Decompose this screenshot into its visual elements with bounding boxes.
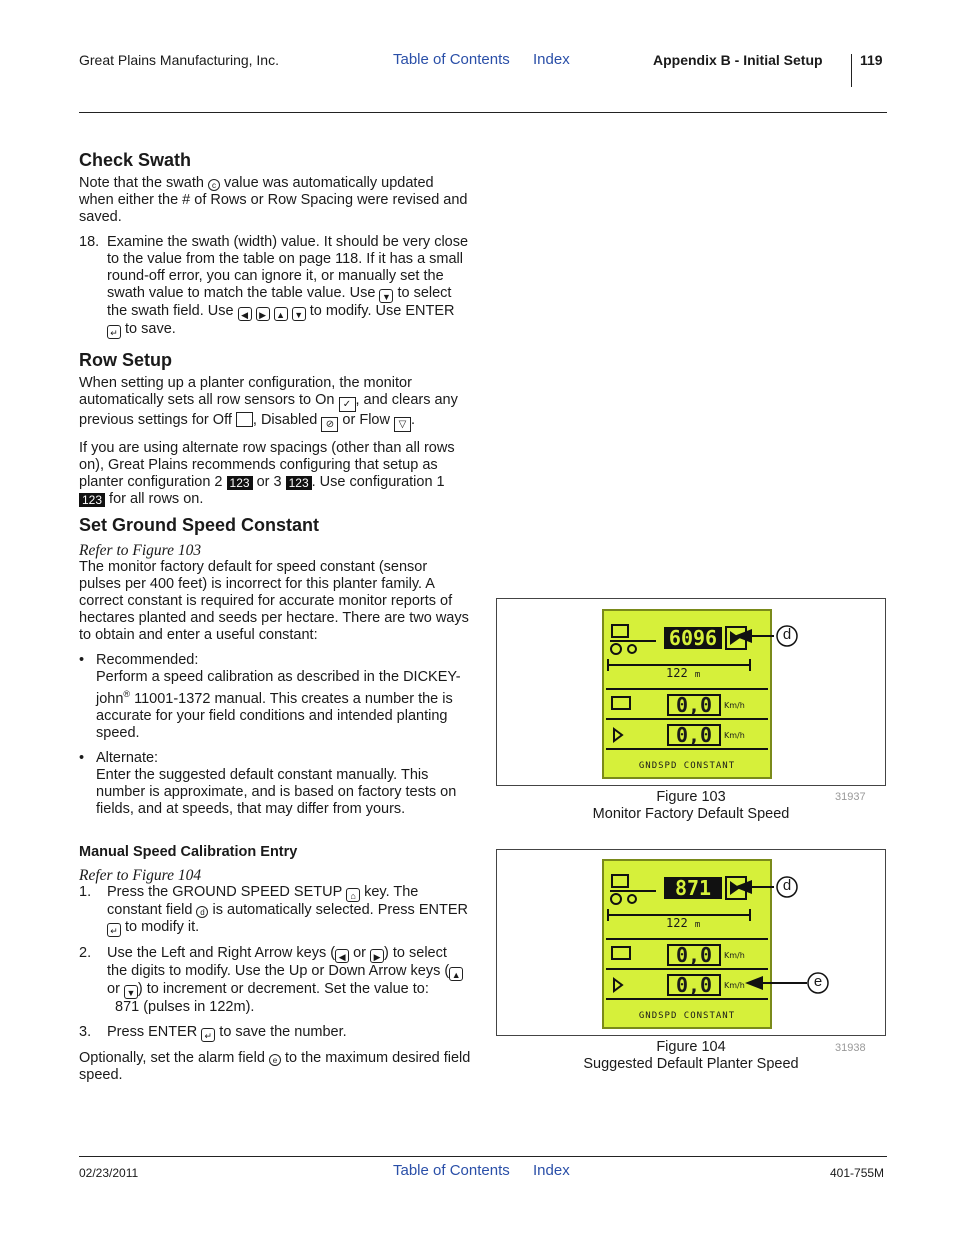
figure-103	[496, 598, 886, 786]
ground-speed-setup-key-icon: ⌂	[346, 888, 360, 902]
config-1-icon: 123	[79, 493, 105, 507]
footer-date: 02/23/2011	[79, 1166, 139, 1180]
speed-value-1: 0,0	[675, 943, 713, 967]
ground-speed-p1: The monitor factory default for speed constant (sensor pulses per 400 feet) is incorrect for this planter family. A correct constant is required for accurate monitor reports of hectares planted and seeds per hectare. There are two ways to obtain and enter a useful constant:	[79, 559, 469, 643]
manual-step-2: 2. Use the Left and Right Arrow keys ( ◀ or ▶ ) to select the digits to modify. Use the Up or Down Arrow keys ( ▲ or ▼ ) to increment or decrement. Set the value to: 871 (pulses in 122m).	[79, 945, 471, 1016]
speed-value-2: 0,0	[675, 973, 713, 997]
left-arrow-icon: ◀	[335, 949, 349, 963]
manual-entry-heading: Manual Speed Calibration Entry	[79, 844, 298, 860]
section-title: Appendix B - Initial Setup	[653, 52, 823, 68]
ref-figure-103: Refer to Figure 103	[79, 542, 202, 559]
speed-unit-2: Km/h	[724, 981, 745, 990]
index-link[interactable]: Index	[533, 51, 570, 68]
speed-value-1: 0,0	[675, 693, 713, 717]
left-arrow-icon: ◀	[238, 307, 252, 321]
figure-104	[496, 849, 886, 1036]
enter-icon: ↵	[107, 325, 121, 339]
speed-unit-1: Km/h	[724, 951, 745, 960]
distance-value: 122 m	[666, 916, 701, 930]
right-arrow-icon: ▶	[370, 949, 384, 963]
check-swath-section	[79, 149, 471, 339]
callout-d-label: d	[782, 626, 792, 643]
callout-c: c	[208, 179, 220, 191]
figure-103-id: 31937	[835, 791, 866, 803]
check-swath-heading: Check Swath	[79, 150, 192, 170]
footer-toc-link[interactable]: Table of Contents	[393, 1162, 510, 1179]
manual-step-3: 3. Press ENTER ↵ to save the number.	[79, 1024, 347, 1041]
page-number: 119	[860, 52, 883, 68]
header-rule	[79, 112, 887, 113]
down-arrow-icon: ▼	[379, 289, 393, 303]
manual-step-1: 1. Press the GROUND SPEED SETUP ⌂ key. The constant field d is automatically selected. Press ENTER ↵ to modify it.	[79, 884, 468, 936]
callout-d-label: d	[782, 877, 792, 894]
off-sensor-icon	[236, 412, 253, 427]
down-arrow-icon: ▼	[292, 307, 306, 321]
speed-constant-value: 871	[674, 876, 712, 900]
on-sensor-icon: ✓	[339, 397, 356, 412]
ground-speed-heading: Set Ground Speed Constant	[79, 515, 320, 535]
lcd-footer: GNDSPD CONSTANT	[638, 761, 736, 771]
check-swath-intro: Note that the swath c value was automatically updated when either the # of Rows or Row Spacing were revised and saved.	[79, 175, 468, 225]
footer-doc-number: 401-755M	[830, 1166, 885, 1180]
up-arrow-icon: ▲	[449, 967, 463, 981]
optional-alarm-text: Optionally, set the alarm field e to the maximum desired field speed.	[79, 1050, 471, 1083]
ground-speed-section	[79, 514, 471, 818]
step-18: 18. Examine the swath (width) value. It should be very close to the value from the table on page 118. If it has a small round-off error, you can ignore it, or manually set the swath value to match the table value. Use ▼ to select the swath field. Use ◀ ▶ ▲ ▼ to modify. Use ENTER ↵ to save.	[79, 234, 469, 338]
row-setup-heading: Row Setup	[79, 350, 172, 370]
header-divider	[851, 54, 852, 87]
company-name: Great Plains Manufacturing, Inc.	[79, 52, 279, 68]
config-3-icon: 123	[286, 476, 312, 490]
row-setup-section	[79, 349, 471, 508]
speed-value-2: 0,0	[675, 723, 713, 747]
row-setup-p2: If you are using alternate row spacings (other than all rows on), Great Plains recommends configuring that setup as planter configuration 2 123 or 3 123 . Use configuration 1 123 for all rows on.	[79, 440, 455, 507]
config-2-icon: 123	[227, 476, 253, 490]
callout-e: e	[269, 1054, 281, 1066]
figure-103-caption: Figure 103 Monitor Factory Default Speed	[592, 789, 790, 822]
speed-constant-value: 6096	[668, 626, 718, 650]
toc-link[interactable]: Table of Contents	[393, 51, 510, 68]
callout-e-label: e	[813, 973, 823, 990]
distance-value: 122 m	[666, 666, 701, 680]
down-arrow-icon: ▼	[124, 985, 138, 999]
enter-icon: ↵	[201, 1028, 215, 1042]
footer-index-link[interactable]: Index	[533, 1162, 570, 1179]
bullet-recommended: • Recommended: Perform a speed calibration as described in the DICKEY-john® 11001-1372 manual. This creates a number the is accurate for your field conditions and intended planting speed.	[79, 652, 461, 741]
bullet-alternate: • Alternate: Enter the suggested default constant manually. This number is approximate, and is based on factory tests on fields, and at speeds, that may differ from yours.	[79, 749, 457, 817]
speed-unit-1: Km/h	[724, 701, 745, 710]
speed-unit-2: Km/h	[724, 731, 745, 740]
footer-rule	[79, 1156, 887, 1157]
up-arrow-icon: ▲	[274, 307, 288, 321]
callout-d: d	[196, 906, 208, 918]
manual-entry-section	[79, 843, 471, 1084]
row-setup-p1: When setting up a planter configuration, the monitor automatically sets all row sensors to On ✓ , and clears any previous settings for Off , Disabled ⊘ or Flow ▽ .	[79, 375, 458, 430]
lcd-footer: GNDSPD CONSTANT	[638, 1011, 736, 1021]
flow-sensor-icon: ▽	[394, 417, 411, 432]
figure-104-caption: Figure 104 Suggested Default Planter Speed	[583, 1039, 799, 1072]
figure-104-id: 31938	[835, 1042, 866, 1054]
enter-icon: ↵	[107, 923, 121, 937]
right-arrow-icon: ▶	[256, 307, 270, 321]
ref-figure-104: Refer to Figure 104	[79, 867, 202, 884]
disabled-sensor-icon: ⊘	[321, 417, 338, 432]
